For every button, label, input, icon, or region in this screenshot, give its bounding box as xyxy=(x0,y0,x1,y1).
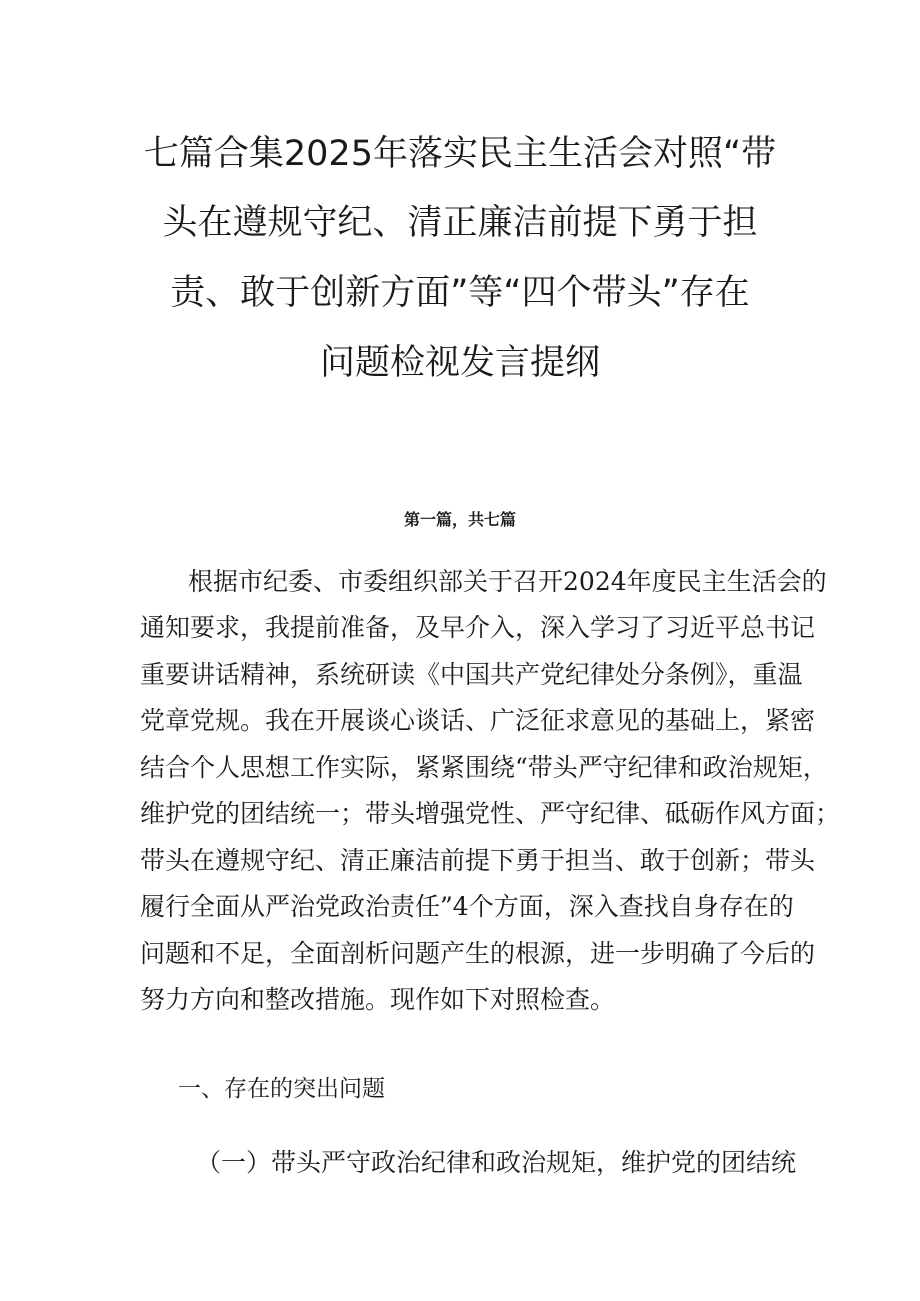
paragraph-line: 努力方向和整改措施。现作如下对照检查。 xyxy=(140,985,616,1014)
document-title-line-4: 问题检视发言提纲 xyxy=(319,343,600,383)
paragraph-line: 通知要求，我提前准备，及早介入，深入学习了习近平总书记 xyxy=(140,613,816,642)
paragraph-line: 问题和不足，全面剖析问题产生的根源，进一步明确了今后的 xyxy=(140,939,816,968)
document-title-line-1: 七篇合集2025年落实民主生活会对照“带 xyxy=(143,134,777,174)
paragraph-line: 履行全面从严治党政治责任”4个方面，深入查找自身存在的 xyxy=(140,892,794,921)
document-subtitle: 第一篇，共七篇 xyxy=(403,510,516,529)
paragraph-line: 结合个人思想工作实际，紧紧围绕“带头严守纪律和政治规矩， xyxy=(140,753,828,782)
section-heading: 一、存在的突出问题 xyxy=(178,1076,385,1102)
paragraph-line: 维护党的团结统一；带头增强党性、严守纪律、砥砺作风方面； xyxy=(140,799,841,828)
document-title-line-2: 头在遵规守纪、清正廉洁前提下勇于担 xyxy=(162,203,758,243)
paragraph-line: 重要讲话精神，系统研读《中国共产党纪律处分条例》，重温 xyxy=(140,660,803,689)
paragraph-line: 带头在遵规守纪、清正廉洁前提下勇于担当、敢于创新；带头 xyxy=(140,846,816,875)
paragraph-line: 党章党规。我在开展谈心谈话、广泛征求意见的基础上，紧密 xyxy=(140,706,816,735)
sub-heading: （一）带头严守政治纪律和政治规矩，维护党的团结统 xyxy=(196,1148,797,1177)
document-title-line-3: 责、敢于创新方面”等“四个带头”存在 xyxy=(170,273,750,313)
paragraph-line: 根据市纪委、市委组织部关于召开2024年度民主生活会的 xyxy=(188,567,827,596)
